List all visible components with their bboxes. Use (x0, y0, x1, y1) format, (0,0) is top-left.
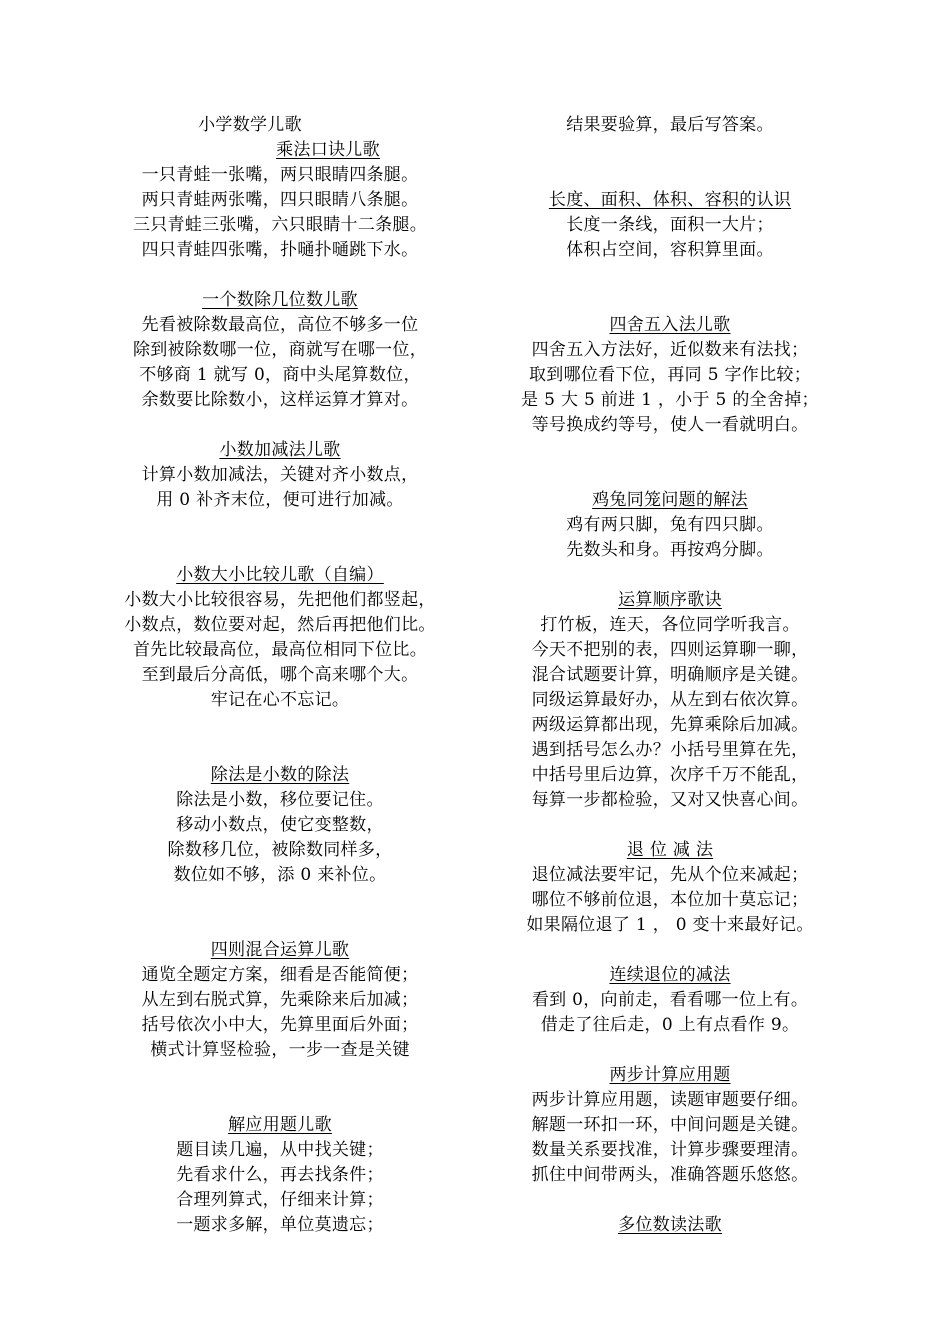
verse-line: 等号换成约等号，使人一看就明白。 (531, 415, 809, 435)
verse-line: 四舍五入方法好，近似数来有法找； (531, 340, 809, 360)
verse-line: 先看被除数最高位，高位不够多一位 (141, 315, 419, 335)
verse-line: 同级运算最好办，从左到右依次算。 (531, 690, 809, 710)
spacer (500, 463, 840, 488)
verse-line: 用 0 补齐末位，便可进行加减。 (156, 490, 404, 510)
left-column (80, 113, 480, 1238)
section-heading: 除法是小数的除法 (210, 765, 350, 785)
verse-line: 结果要验算，最后写答案。 (566, 115, 774, 135)
verse-line: 取到哪位看下位，再同 5 字作比较； (528, 365, 812, 385)
verse-line: 数量关系要找准，计算步骤要理清。 (531, 1140, 809, 1160)
spacer (80, 1088, 480, 1113)
verse-line: 中括号里后边算，次序千万不能乱， (531, 765, 809, 785)
verse-line: 混合试题要计算，明确顺序是关键。 (531, 665, 809, 685)
spacer (500, 438, 840, 463)
verse-line: 借走了往后走，0 上有点看作 9。 (540, 1015, 800, 1035)
verse-line: 先看求什么，再去找条件； (176, 1165, 384, 1185)
verse-line: 小数点，数位要对起，然后再把他们比。 (124, 615, 436, 635)
spacer (80, 713, 480, 738)
verse-line: 括号依次小中大，先算里面后外面； (141, 1015, 419, 1035)
section-heading: 解应用题儿歌 (228, 1115, 332, 1135)
verse-line: 抓住中间带两头，准确答题乐悠悠。 (531, 1165, 809, 1185)
verse-line: 题目读几遍，从中找关键； (176, 1140, 384, 1160)
verse-line: 看到 0，向前走，看看哪一位上有。 (531, 990, 809, 1010)
spacer (500, 938, 840, 963)
verse-line: 退位减法要牢记，先从个位来减起； (531, 865, 809, 885)
section-heading: 乘法口诀儿歌 (276, 140, 380, 160)
verse-line: 解题一环扣一环，中间问题是关键。 (531, 1115, 809, 1135)
verse-line: 合理列算式，仔细来计算； (176, 1190, 384, 1210)
section-heading: 四舍五入法儿歌 (609, 315, 731, 335)
verse-line: 至到最后分高低，哪个高来哪个大。 (141, 665, 419, 685)
spacer (500, 813, 840, 838)
verse-line: 先数头和身。再按鸡分脚。 (566, 540, 774, 560)
verse-line: 如果隔位退了 1 ， 0 变十来最好记。 (526, 915, 814, 935)
spacer (500, 163, 840, 188)
verse-line: 余数要比除数小，这样运算才算对。 (141, 390, 419, 410)
section-heading: 两步计算应用题 (609, 1065, 731, 1085)
verse-line: 鸡有两只脚，兔有四只脚。 (566, 515, 774, 535)
verse-line: 一只青蛙一张嘴，两只眼睛四条腿。 (141, 165, 419, 185)
verse-line: 两只青蛙两张嘴，四只眼睛八条腿。 (141, 190, 419, 210)
spacer (80, 513, 480, 538)
verse-line: 一题求多解，单位莫遗忘； (176, 1215, 384, 1235)
verse-line: 除到被除数哪一位，商就写在哪一位， (132, 340, 428, 360)
section-heading: 连续退位的减法 (609, 965, 731, 985)
verse-line: 从左到右脱式算，先乘除来后加减； (141, 990, 419, 1010)
right-column (500, 113, 840, 1238)
verse-line: 通览全题定方案，细看是否能简便； (141, 965, 419, 985)
verse-line: 小数大小比较很容易，先把他们都竖起， (124, 590, 436, 610)
verse-line: 除法是小数，移位要记住。 (176, 790, 384, 810)
section-heading: 小数加减法儿歌 (219, 440, 341, 460)
document-title: 小学数学儿歌 (198, 115, 302, 135)
section-heading: 一个数除几位数儿歌 (202, 290, 358, 310)
section-heading: 长度、面积、体积、容积的认识 (548, 190, 792, 210)
spacer (500, 138, 840, 163)
verse-line: 两级运算都出现，先算乘除后加减。 (531, 715, 809, 735)
verse-line: 数位如不够，添 0 来补位。 (173, 865, 387, 885)
spacer (500, 1188, 840, 1213)
verse-line: 首先比较最高位，最高位相同下位比。 (132, 640, 428, 660)
section-heading: 鸡兔同笼问题的解法 (592, 490, 748, 510)
verse-line: 计算小数加减法，关键对齐小数点， (141, 465, 419, 485)
spacer (500, 288, 840, 313)
verse-line: 遇到括号怎么办？小括号里算在先， (531, 740, 809, 760)
verse-line: 每算一步都检验，又对又快喜心间。 (531, 790, 809, 810)
verse-line: 四只青蛙四张嘴，扑嗵扑嗵跳下水。 (141, 240, 419, 260)
verse-line: 体积占空间，容积算里面。 (566, 240, 774, 260)
spacer (500, 263, 840, 288)
spacer (80, 413, 480, 438)
section-heading: 多位数读法歌 (618, 1215, 722, 1235)
verse-line: 三只青蛙三张嘴，六只眼睛十二条腿。 (132, 215, 428, 235)
verse-line: 是 5 大 5 前进 1 ，小于 5 的全舍掉； (521, 390, 819, 410)
section-heading: 运算顺序歌诀 (618, 590, 722, 610)
verse-line: 长度一条线，面积一大片； (566, 215, 774, 235)
spacer (80, 538, 480, 563)
verse-line: 不够商 1 就写 0，商中头尾算数位， (139, 365, 421, 385)
spacer (80, 263, 480, 288)
section-heading: 退 位 减 法 (626, 840, 714, 860)
spacer (500, 1038, 840, 1063)
verse-line: 两步计算应用题，读题审题要仔细。 (531, 1090, 809, 1110)
spacer (80, 1063, 480, 1088)
verse-line: 除数移几位，被除数同样多， (167, 840, 393, 860)
spacer (80, 738, 480, 763)
verse-line: 哪位不够前位退，本位加十莫忘记； (531, 890, 809, 910)
section-heading: 四则混合运算儿歌 (210, 940, 350, 960)
verse-line: 牢记在心不忘记。 (210, 690, 350, 710)
spacer (500, 563, 840, 588)
spacer (80, 913, 480, 938)
spacer (80, 888, 480, 913)
section-heading: 小数大小比较儿歌（自编） (176, 565, 384, 585)
verse-line: 移动小数点，使它变整数， (176, 815, 384, 835)
verse-line: 横式计算竖检验，一步一查是关键 (150, 1040, 410, 1060)
verse-line: 今天不把别的表，四则运算聊一聊， (531, 640, 809, 660)
verse-line: 打竹板，连天，各位同学听我言。 (540, 615, 800, 635)
